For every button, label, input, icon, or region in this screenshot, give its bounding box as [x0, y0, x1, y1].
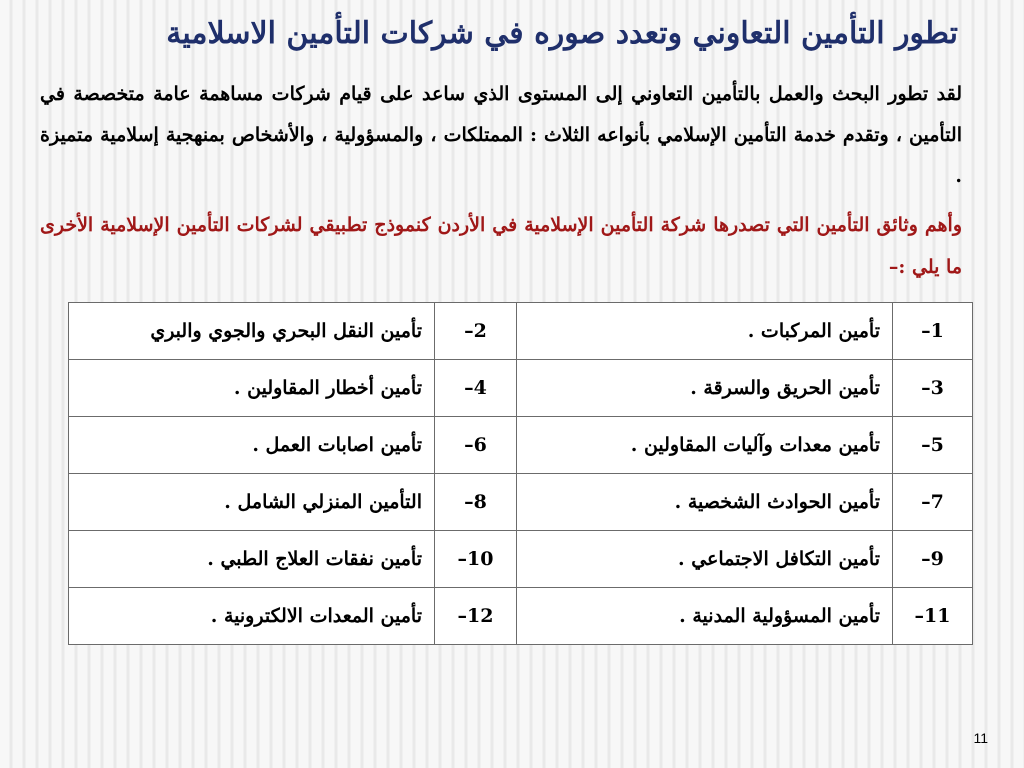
item-label: التأمين المنزلي الشامل .	[69, 474, 435, 531]
item-label: تأمين الحوادث الشخصية .	[517, 474, 893, 531]
intro-paragraph: لقد تطور البحث والعمل بالتأمين التعاوني إلى المستوى الذي ساعد على قيام شركات مساهمة عامة متخصصة في التأمين ، وتقدم خدمة التأمين الإسلامي بأنواعه الثلاث : الممتلكات ، والمسؤولية ، والأشخاص بمنهجية إسلامية متميزة .	[40, 83, 962, 187]
item-number: 11–	[893, 588, 973, 645]
item-number: 5–	[893, 417, 973, 474]
item-number: 8–	[435, 474, 517, 531]
page-number: 11	[973, 730, 988, 746]
table-row	[69, 474, 973, 531]
item-label: تأمين معدات وآليات المقاولين .	[517, 417, 893, 474]
item-label: تأمين المركبات .	[517, 303, 893, 360]
item-number: 12–	[435, 588, 517, 645]
item-number: 9–	[893, 531, 973, 588]
insurance-types-table	[68, 302, 973, 645]
item-number: 7–	[893, 474, 973, 531]
lead-paragraph: وأهم وثائق التأمين التي تصدرها شركة التأمين الإسلامية في الأردن كنموذج تطبيقي لشركات التأمين الإسلامية الأخرى ما يلي :–	[40, 214, 962, 278]
item-label: تأمين أخطار المقاولين .	[69, 360, 435, 417]
item-number: 2–	[435, 303, 517, 360]
item-number: 3–	[893, 360, 973, 417]
item-number: 1–	[893, 303, 973, 360]
item-label: تأمين التكافل الاجتماعي .	[517, 531, 893, 588]
item-number: 6–	[435, 417, 517, 474]
item-label: تأمين الحريق والسرقة .	[517, 360, 893, 417]
slide-title: تطور التأمين التعاوني وتعدد صوره في شركات التأمين الاسلامية	[166, 16, 958, 51]
table-row	[69, 531, 973, 588]
item-label: تأمين نفقات العلاج الطبي .	[69, 531, 435, 588]
item-number: 10–	[435, 531, 517, 588]
item-label: تأمين المعدات الالكترونية .	[69, 588, 435, 645]
item-label: تأمين اصابات العمل .	[69, 417, 435, 474]
table-row	[69, 303, 973, 360]
item-label: تأمين النقل البحري والجوي والبري	[69, 303, 435, 360]
item-number: 4–	[435, 360, 517, 417]
table-row	[69, 360, 973, 417]
table-row	[69, 417, 973, 474]
item-label: تأمين المسؤولية المدنية .	[517, 588, 893, 645]
table-row	[69, 588, 973, 645]
insurance-types-table-container	[68, 302, 972, 640]
